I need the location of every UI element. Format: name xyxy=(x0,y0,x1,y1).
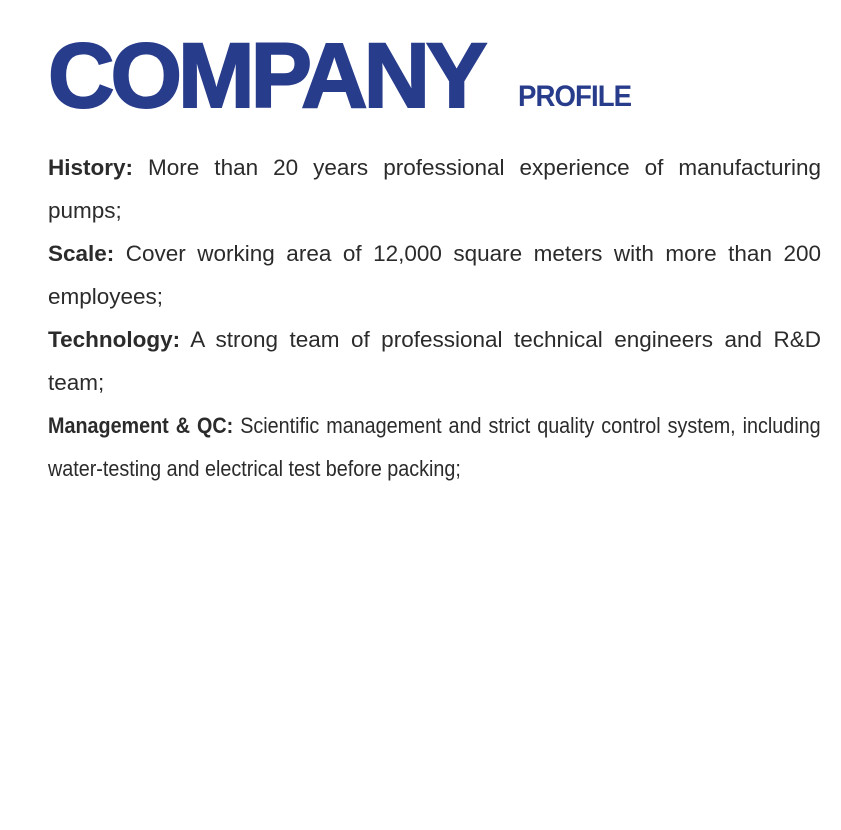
entry-management-qc xyxy=(48,404,821,490)
entry-history xyxy=(48,146,821,232)
entry-value: More than 20 years professional experience of manufacturing pumps; xyxy=(48,155,821,223)
entry-value: Cover working area of 12,000 square meters with more than 200 employees; xyxy=(48,241,821,309)
entry-scale xyxy=(48,232,821,318)
profile-content xyxy=(48,146,821,481)
page-subtitle: PROFILE xyxy=(518,80,632,113)
entry-value: A strong team of professional technical engineers and R&D team; xyxy=(48,327,821,395)
page-title: COMPANY xyxy=(48,25,484,127)
entry-label: Management & QC: xyxy=(48,413,234,438)
entry-label: History: xyxy=(48,155,134,180)
entry-technology xyxy=(48,318,821,404)
entry-label: Technology: xyxy=(48,327,181,352)
entry-value: Scientific management and strict quality control system, including water-testing and electrical test before packing; xyxy=(48,413,821,481)
entry-label: Scale: xyxy=(48,241,115,266)
